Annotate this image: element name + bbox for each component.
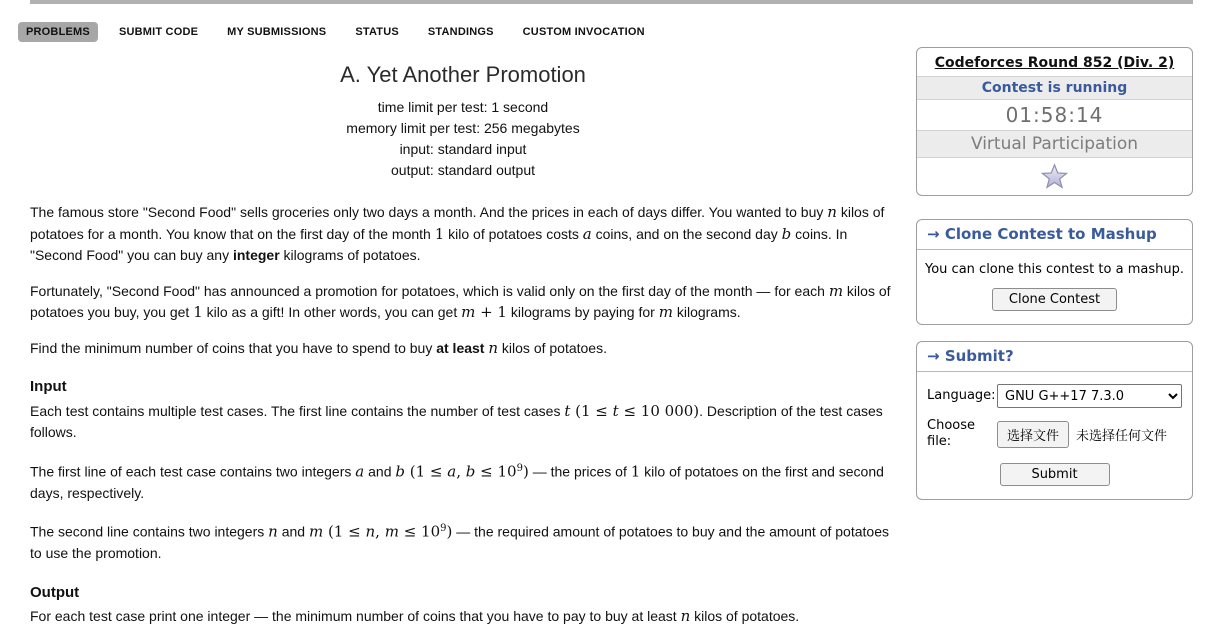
choose-file-button[interactable]: 选择文件 [997, 421, 1069, 448]
statement-paragraph: Fortunately, "Second Food" has announced a promotion for potatoes, which is valid only on the first day of the month — for each m kilos of potatoes you buy, you get 1 kilo as a gift! In other words, you can get m + 1 kilograms by paying for m kilograms. [30, 281, 891, 321]
contest-status: Contest is running [917, 76, 1192, 99]
tab-standings[interactable]: STANDINGS [427, 26, 494, 38]
input-paragraph: Each test contains multiple test cases. The first line contains the number of test cases t (1 ≤ t ≤ 10 000). Description of the test cases follows. [30, 401, 883, 440]
arrow-icon: → [927, 225, 940, 243]
top-divider [30, 0, 1193, 4]
choose-file-row [927, 418, 1182, 450]
output-paragraph: For each test case print one integer — the minimum number of coins that you have to pay to buy at least n kilos of potatoes. [30, 607, 800, 626]
submit-button[interactable]: Submit [1000, 463, 1110, 486]
contest-title-row [917, 48, 1192, 76]
clone-box-title: Clone Contest to Mashup [944, 225, 1157, 243]
participation-mode: Virtual Participation [917, 130, 1192, 157]
clone-box-header[interactable] [917, 220, 1192, 250]
file-status-text: 未选择任何文件 [1076, 428, 1168, 444]
memory-limit: memory limit per test: 256 megabytes [346, 120, 580, 136]
input-heading: Input [30, 378, 67, 395]
submit-box-header[interactable] [917, 342, 1192, 372]
submit-box [916, 341, 1193, 500]
contest-link[interactable]: Codeforces Round 852 (Div. 2) [934, 55, 1175, 71]
problem-statement [30, 62, 896, 642]
input-spec: input: standard input [399, 141, 527, 157]
problem-limits [30, 97, 896, 181]
contest-info-box [916, 47, 1193, 196]
output-heading: Output [30, 583, 80, 601]
choose-file-label: Choose file: [927, 418, 975, 449]
time-limit: time limit per test: 1 second [377, 99, 549, 115]
submit-form [917, 372, 1192, 499]
tab-problems[interactable]: PROBLEMS [18, 22, 98, 42]
star-icon[interactable] [1041, 163, 1068, 189]
submit-row [927, 463, 1182, 486]
output-spec: output: standard output [391, 162, 535, 178]
statement-paragraph: The famous store "Second Food" sells groceries only two days a month. And the prices in each of days differ. You wanted to buy n kilos of potatoes for a month. You know that on the first day of the month 1 kilo of potatoes costs a coins, and on the second day b coins. In "Second Food" you can buy any integer kilograms of potatoes. [30, 203, 885, 263]
contest-tabs [18, 22, 653, 42]
clone-contest-button[interactable]: Clone Contest [992, 288, 1117, 311]
input-paragraph: The second line contains two integers n and m (1 ≤ n, $m \le 10^9$) — the required amount of potatoes to buy and the amount of potatoes to use the promotion. [30, 522, 889, 562]
arrow-icon: → [927, 347, 940, 365]
tab-custom-invocation[interactable]: CUSTOM INVOCATION [522, 26, 645, 38]
contest-timer: 01:58:14 [917, 99, 1192, 130]
clone-contest-box [916, 219, 1193, 325]
statement-paragraph: Find the minimum number of coins that you have to spend to buy at least n kilos of potatoes. [30, 338, 607, 357]
clone-description: You can clone this contest to a mashup. [925, 262, 1184, 277]
tab-submit-code[interactable]: SUBMIT CODE [118, 26, 199, 38]
tab-my-submissions[interactable]: MY SUBMISSIONS [227, 26, 327, 38]
language-label: Language: [927, 388, 996, 403]
submit-box-title: Submit? [944, 347, 1014, 365]
language-select[interactable] [997, 384, 1182, 408]
problem-title: A. Yet Another Promotion [340, 62, 586, 87]
clone-box-body [917, 250, 1192, 324]
favorite-row [917, 157, 1192, 195]
input-paragraph: The first line of each test case contains two integers a and b (1 ≤ a, $b \le 10^9$) — the prices of 1 kilo of potatoes on the first and second days, respectively. [30, 462, 884, 501]
tab-status[interactable]: STATUS [355, 26, 399, 38]
language-row [927, 384, 1182, 408]
